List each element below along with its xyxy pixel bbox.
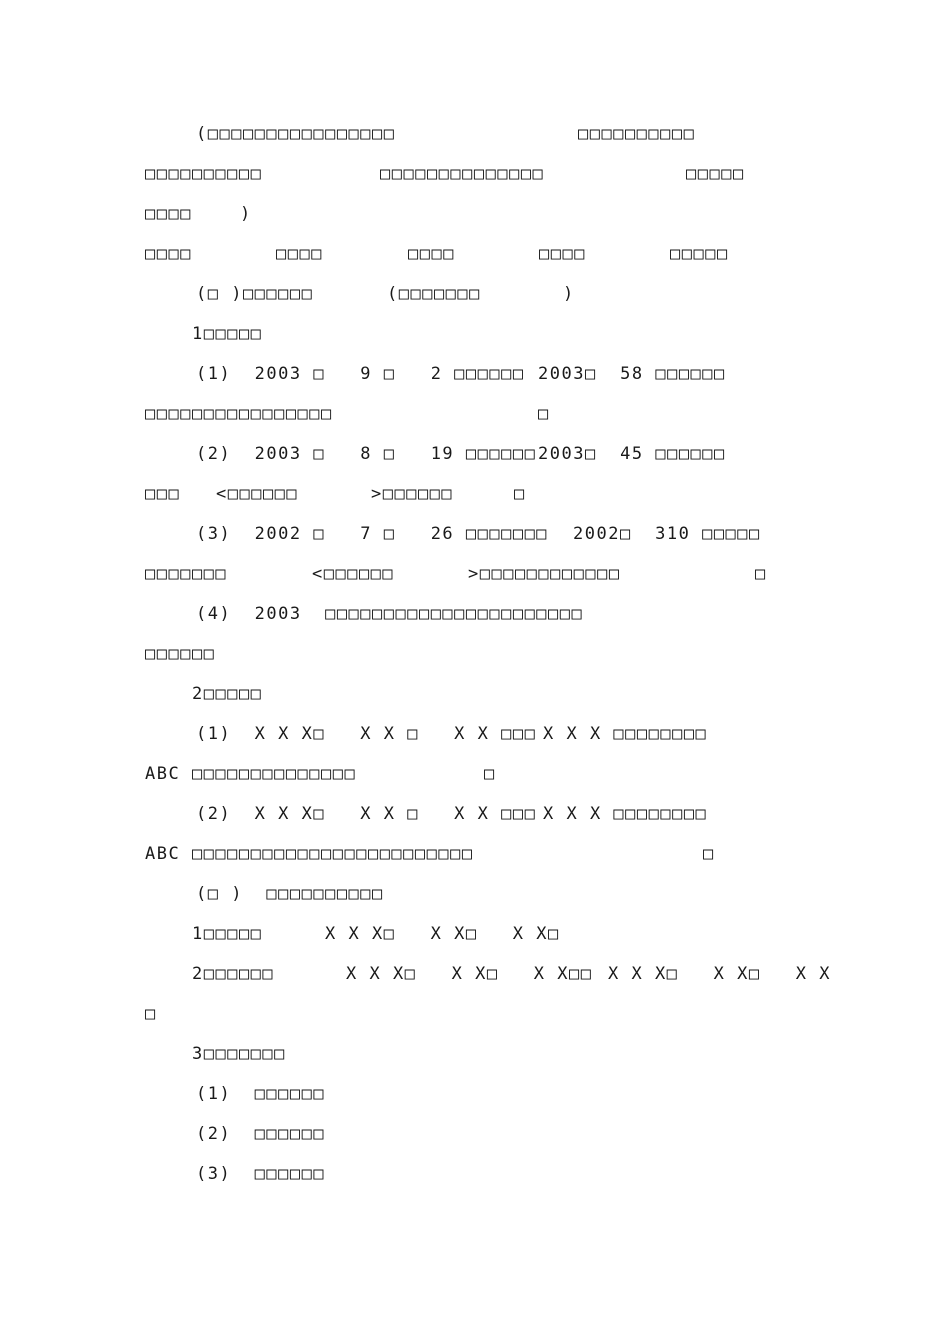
line-segment: 3□□□□□□□ xyxy=(192,1044,286,1064)
line-segment: X X X□ X X□ X X xyxy=(608,964,831,984)
line-segment: □ xyxy=(538,404,550,424)
line-segment: □ xyxy=(514,484,526,504)
line-segment: X X X □□□□□□□□ xyxy=(543,724,708,744)
text-line xyxy=(0,402,550,426)
line-segment: 2003□ 58 □□□□□□ xyxy=(538,364,726,384)
line-segment: X X X □□□□□□□□ xyxy=(543,804,708,824)
line-segment: ABC □□□□□□□□□□□□□□□□□□□□□□□□ xyxy=(145,844,474,864)
line-segment: (3) 2002 □ 7 □ 26 □□□□□□□ xyxy=(196,524,549,544)
line-segment: 1□□□□□ xyxy=(192,324,263,344)
line-segment: (4) 2003 □□□□□□□□□□□□□□□□□□□□□□ xyxy=(196,604,584,624)
line-segment: □□□□□ xyxy=(670,244,729,264)
line-segment: □□□□□□□□□□ xyxy=(145,164,263,184)
text-line xyxy=(0,1082,326,1106)
text-line xyxy=(0,242,729,266)
line-segment: ) xyxy=(563,284,575,304)
line-segment: (1) X X X□ X X □ X X □□□ xyxy=(196,724,537,744)
line-segment: □□□ xyxy=(145,484,181,504)
line-segment: (2) □□□□□□ xyxy=(196,1124,326,1144)
text-line xyxy=(0,842,715,866)
line-segment: (2) 2003 □ 8 □ 19 □□□□□□ xyxy=(196,444,537,464)
line-segment: (□ ) □□□□□□□□□□ xyxy=(196,884,384,904)
line-segment: □ xyxy=(145,1004,157,1024)
line-segment: □ xyxy=(755,564,767,584)
text-line xyxy=(0,602,584,626)
text-line xyxy=(0,522,761,546)
line-segment: 2003□ 45 □□□□□□ xyxy=(538,444,726,464)
text-line xyxy=(0,162,745,186)
line-segment: (□ )□□□□□□ xyxy=(196,284,314,304)
text-line xyxy=(0,282,575,306)
line-segment: <□□□□□□ xyxy=(312,564,395,584)
line-segment: 1□□□□□ xyxy=(192,924,263,944)
line-segment: ) xyxy=(240,204,252,224)
text-line xyxy=(0,802,708,826)
text-line xyxy=(0,122,696,146)
text-line xyxy=(0,1042,286,1066)
text-line xyxy=(0,722,708,746)
line-segment: (□□□□□□□ xyxy=(387,284,481,304)
line-segment: □□□□□ xyxy=(686,164,745,184)
text-line xyxy=(0,882,384,906)
text-line xyxy=(0,682,263,706)
text-line xyxy=(0,322,263,346)
line-segment: X X X□ X X□ X X□ xyxy=(325,924,560,944)
text-line xyxy=(0,762,496,786)
line-segment: ABC □□□□□□□□□□□□□□ xyxy=(145,764,357,784)
line-segment: <□□□□□□ xyxy=(216,484,299,504)
line-segment: □□□□□□□□□□□□□□□□ xyxy=(145,404,333,424)
text-line xyxy=(0,562,767,586)
text-line xyxy=(0,202,252,226)
text-line xyxy=(0,642,216,666)
line-segment: (2) X X X□ X X □ X X □□□ xyxy=(196,804,537,824)
line-segment: X X X□ X X□ X X□□ xyxy=(346,964,593,984)
text-line xyxy=(0,1162,326,1186)
text-line xyxy=(0,922,560,946)
text-line xyxy=(0,362,726,386)
line-segment: 2□□□□□ xyxy=(192,684,263,704)
text-line xyxy=(0,1002,157,1026)
line-segment: (□□□□□□□□□□□□□□□□ xyxy=(196,124,396,144)
text-line xyxy=(0,482,526,506)
line-segment: 2□□□□□□ xyxy=(192,964,275,984)
line-segment: □□□□ xyxy=(276,244,323,264)
line-segment: □□□□ xyxy=(539,244,586,264)
line-segment: (1) □□□□□□ xyxy=(196,1084,326,1104)
line-segment: □□□□ xyxy=(145,204,192,224)
line-segment: (3) □□□□□□ xyxy=(196,1164,326,1184)
line-segment: □□□□□□□□□□ xyxy=(578,124,696,144)
line-segment: □□□□ xyxy=(145,244,192,264)
line-segment: □□□□□□□□□□□□□□ xyxy=(380,164,545,184)
text-line xyxy=(0,442,726,466)
line-segment: >□□□□□□ xyxy=(371,484,454,504)
line-segment: □□□□□□ xyxy=(145,644,216,664)
line-segment: 2002□ 310 □□□□□ xyxy=(573,524,761,544)
line-segment: □□□□ xyxy=(408,244,455,264)
line-segment: □ xyxy=(484,764,496,784)
text-line xyxy=(0,1122,326,1146)
line-segment: □□□□□□□ xyxy=(145,564,228,584)
text-line xyxy=(0,962,831,986)
line-segment: □ xyxy=(703,844,715,864)
line-segment: >□□□□□□□□□□□□ xyxy=(468,564,621,584)
line-segment: (1) 2003 □ 9 □ 2 □□□□□□ xyxy=(196,364,525,384)
